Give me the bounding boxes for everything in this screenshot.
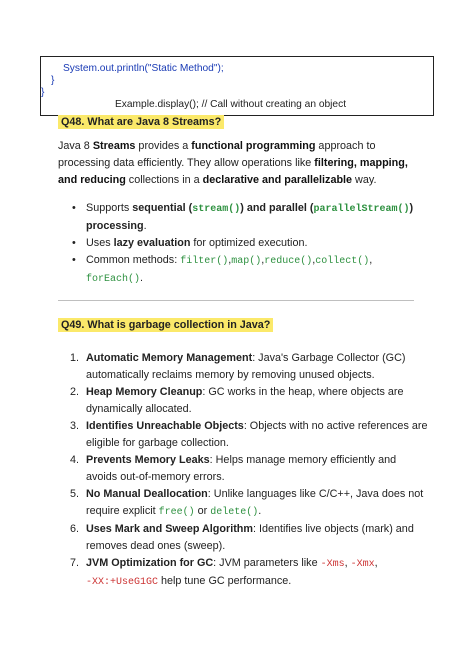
intro-paragraph: Java 8 Streams provides a functional programming approach to processing data efficiently. They allow operations like filtering, mapping, and reducing collections in a declarative and parallelizable way.	[58, 140, 408, 186]
list-item: • Uses lazy evaluation for optimized execution.	[72, 237, 308, 249]
bullet-list	[58, 200, 428, 288]
list-item: 5. No Manual Deallocation: Unlike languages like C/C++, Java does not require explicit free() or delete().	[70, 488, 424, 518]
list-item: 6. Uses Mark and Sweep Algorithm: Identifies live objects (mark) and removes dead ones (sweep).	[70, 523, 414, 552]
question-heading: Q49. What is garbage collection in Java?	[58, 318, 273, 332]
question-heading: Q48. What are Java 8 Streams?	[58, 115, 224, 129]
list-item: 4. Prevents Memory Leaks: Helps manage memory efficiently and avoids out-of-memory errors.	[70, 454, 397, 483]
code-snippet-box	[40, 56, 434, 116]
list-item: • Common methods: filter(),map(),reduce(),collect(), forEach().	[72, 254, 373, 285]
list-item: 2. Heap Memory Cleanup: GC works in the heap, where objects are dynamically allocated.	[70, 386, 404, 415]
section-divider	[58, 300, 414, 301]
code-line: }	[51, 75, 55, 86]
code-line: Example.display(); // Call without creating an object	[115, 99, 347, 110]
code-line: System.out.println("Static Method");	[63, 63, 224, 74]
numbered-list	[58, 350, 428, 591]
list-item: • Supports sequential (stream()) and parallel (parallelStream()) processing.	[72, 202, 414, 232]
list-item: 1. Automatic Memory Management: Java's Garbage Collector (GC) automatically reclaims memory by removing unused objects.	[70, 352, 406, 381]
list-item: 7. JVM Optimization for GC: JVM parameters like -Xms, -Xmx, -XX:+UseG1GC help tune GC performance.	[70, 557, 378, 588]
code-line: }	[41, 87, 45, 98]
list-item: 3. Identifies Unreachable Objects: Objects with no active references are eligible for garbage collection.	[70, 420, 428, 449]
